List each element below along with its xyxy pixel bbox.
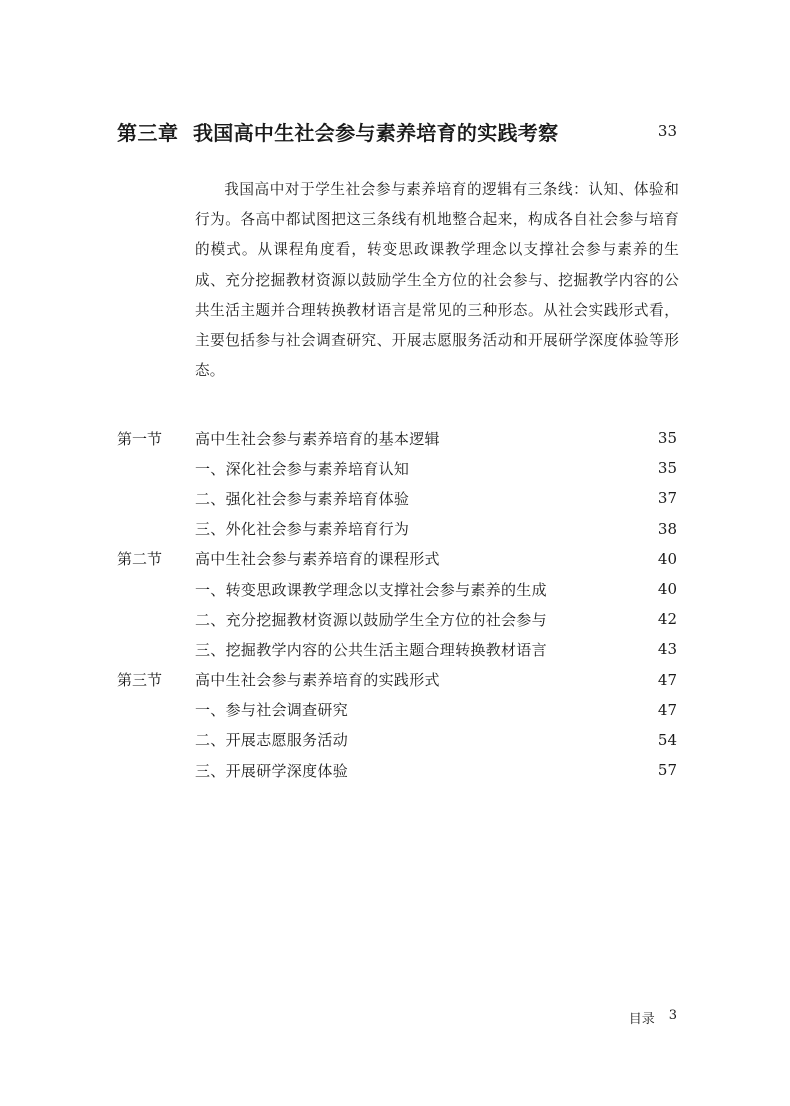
toc-page-number: 43 <box>657 640 677 659</box>
toc-subsection-row <box>117 453 677 483</box>
chapter-title: 我国高中生社会参与素养培育的实践考察 <box>193 120 559 145</box>
toc-page-number: 47 <box>657 700 677 719</box>
toc-section-number: 第一节 <box>117 429 163 448</box>
toc-entry-title: 高中生社会参与素养培育的课程形式 <box>195 550 440 569</box>
footer-section-label: 目录 <box>628 1012 655 1027</box>
toc-section-row <box>117 665 677 695</box>
toc-page-number: 47 <box>657 670 677 689</box>
toc-entry-title: 高中生社会参与素养培育的基本逻辑 <box>195 429 440 448</box>
toc-subsection-row <box>117 755 677 785</box>
toc-page-number: 40 <box>657 549 677 568</box>
page-footer <box>560 1008 677 1027</box>
toc-page-number: 37 <box>657 489 677 508</box>
toc-entry-title: 三、开展研学深度体验 <box>195 761 349 780</box>
toc-entry-title: 二、开展志愿服务活动 <box>195 731 349 750</box>
toc-subsection-row <box>117 574 677 604</box>
toc-page-number: 35 <box>657 459 677 478</box>
toc-section-row <box>117 544 677 574</box>
toc-entry-title: 二、强化社会参与素养培育体验 <box>195 489 410 508</box>
toc-subsection-row <box>117 514 677 544</box>
toc-section-number: 第三节 <box>117 671 163 690</box>
chapter-page-number: 33 <box>657 122 677 140</box>
toc-subsection-row <box>117 634 677 664</box>
toc-entry-title: 一、参与社会调查研究 <box>195 701 349 720</box>
toc-page-number: 57 <box>657 761 677 780</box>
toc-subsection-row <box>117 695 677 725</box>
toc-subsection-row <box>117 483 677 513</box>
toc-section-row <box>117 423 677 453</box>
table-of-contents <box>117 423 677 785</box>
toc-entry-title: 一、转变思政课教学理念以支撑社会参与素养的生成 <box>195 580 547 599</box>
toc-entry-title: 一、深化社会参与素养培育认知 <box>195 459 410 478</box>
toc-page-number: 35 <box>657 429 677 448</box>
toc-page-number: 54 <box>657 730 677 749</box>
toc-entry-title: 三、外化社会参与素养培育行为 <box>195 520 410 539</box>
toc-page-number: 38 <box>657 519 677 538</box>
chapter-abstract: 我国高中对于学生社会参与素养培育的逻辑有三条线：认知、体验和行为。各高中都试图把这三条线有机地整合起来，构成各自社会参与培育的模式。从课程角度看，转变思政课教学理念以支撑社会参与素养的生成、充分挖掘教材资源以鼓励学生全方位的社会参与、挖掘教学内容的公共生活主题并合理转换教材语言是常见的三种形态。从社会实践形式看，主要包括参与社会调查研究、开展志愿服务活动和开展研学深度体验等形态。 <box>195 181 679 380</box>
toc-entry-title: 高中生社会参与素养培育的实践形式 <box>195 671 440 690</box>
toc-entry-title: 二、充分挖掘教材资源以鼓励学生全方位的社会参与 <box>195 610 547 629</box>
toc-page-number: 40 <box>657 580 677 599</box>
toc-subsection-row <box>117 604 677 634</box>
chapter-label: 第三章 <box>117 120 179 145</box>
footer-page-number: 3 <box>668 1008 677 1023</box>
toc-page-number: 42 <box>657 610 677 629</box>
chapter-heading <box>117 116 677 146</box>
toc-subsection-row <box>117 725 677 755</box>
toc-section-number: 第二节 <box>117 550 163 569</box>
toc-entry-title: 三、挖掘教学内容的公共生活主题合理转换教材语言 <box>195 640 547 659</box>
